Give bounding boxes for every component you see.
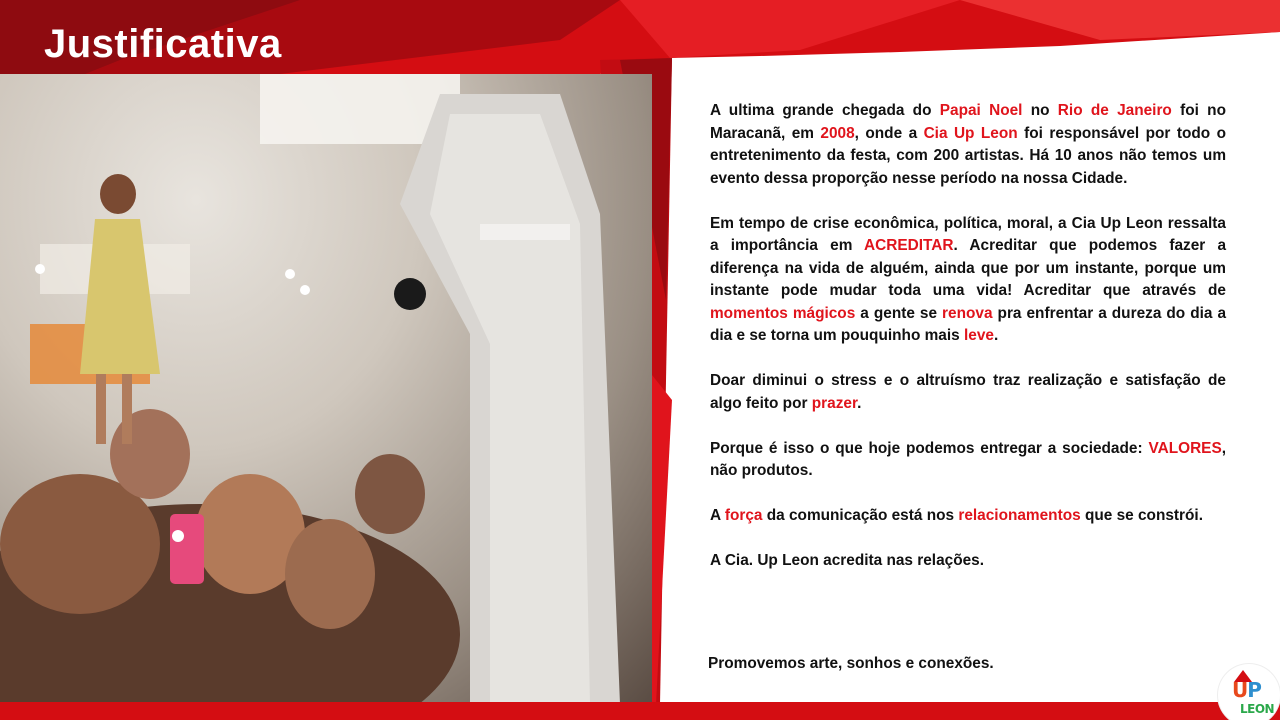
highlight-word: prazer <box>811 394 858 412</box>
highlight-word: momentos mágicos <box>710 304 856 322</box>
paragraph-2 <box>710 213 1226 348</box>
text-run: . <box>993 327 999 344</box>
highlight-word: Cia Up Leon <box>923 124 1018 142</box>
highlight-word: Rio de Janeiro <box>1057 102 1172 119</box>
highlight-word: Papai Noel <box>939 102 1023 119</box>
text-run: no <box>1022 102 1058 119</box>
text-run: a gente se <box>855 304 943 322</box>
paragraph-1 <box>710 100 1226 190</box>
paragraph-6 <box>710 550 1226 573</box>
text-run: , não produtos. <box>710 439 1226 479</box>
paragraph-4 <box>710 438 1226 483</box>
footer-tagline: Promovemos arte, sonhos e conexões. <box>708 655 994 672</box>
highlight-word: leve <box>963 327 994 344</box>
text-run: foi no Maracanã, em <box>710 102 1226 142</box>
text-run: da comunicação está nos <box>762 507 959 524</box>
text-run: pra enfrentar a dureza do dia a dia e se torna um pouquinho mais <box>710 304 1227 344</box>
highlight-word: 2008 <box>820 124 855 142</box>
text-run: A Cia. Up Leon acredita nas relações. <box>710 552 984 569</box>
logo-up-text: UP <box>1232 678 1261 702</box>
highlight-word: VALORES <box>1148 439 1222 457</box>
text-run: A <box>710 507 725 524</box>
event-photo <box>0 74 652 704</box>
text-run: que se constrói. <box>1080 507 1203 524</box>
up-leon-logo <box>1218 664 1280 720</box>
text-run: . <box>857 394 862 412</box>
slide-title: Justificativa <box>44 22 282 66</box>
highlight-word: ACREDITAR <box>864 237 954 254</box>
highlight-word: força <box>724 507 763 524</box>
text-run: . Acreditar que podemos fazer a diferença na vida de alguém, ainda que por um instante, porque um instante pode mudar toda uma vida! Acreditar que através de <box>710 237 1227 299</box>
paragraph-3 <box>710 370 1226 415</box>
text-run: Em tempo de crise econômica, política, moral, a Cia Up Leon ressalta a importância em <box>710 214 1226 254</box>
text-run: , onde a <box>854 124 924 142</box>
text-run: foi responsável por todo o entretenimento da festa, com 200 artistas. Há 10 anos não temos um evento dessa proporção nesse período na nossa Cidade. <box>710 124 1226 187</box>
text-run: Doar diminui o stress e o altruísmo traz realização e satisfação de algo feito por <box>710 372 1226 412</box>
text-run: A ultima grande chegada do <box>710 102 940 119</box>
highlight-word: relacionamentos <box>958 507 1081 524</box>
highlight-word: renova <box>942 304 993 322</box>
bottom-red-bar <box>0 702 1280 720</box>
justification-text <box>710 100 1226 595</box>
text-run: Porque é isso o que hoje podemos entregar a sociedade: <box>710 439 1149 457</box>
paragraph-5 <box>710 505 1226 528</box>
logo-leon-text: LEON <box>1240 702 1275 716</box>
